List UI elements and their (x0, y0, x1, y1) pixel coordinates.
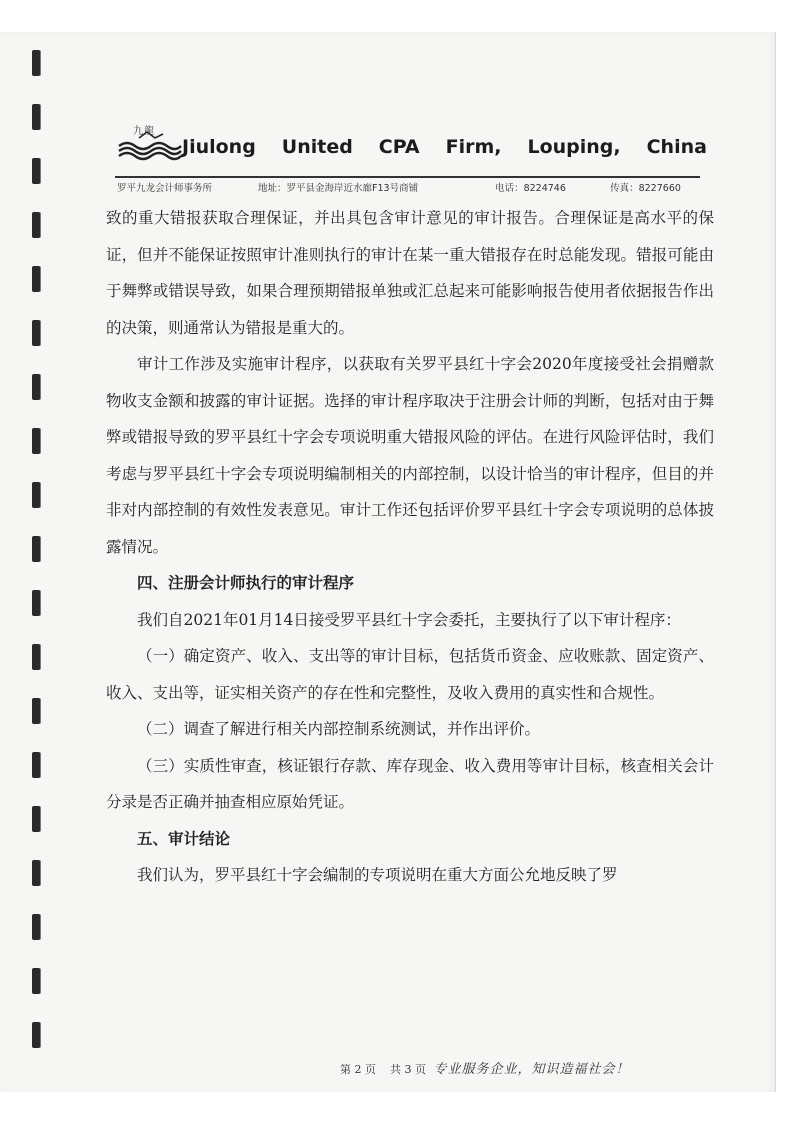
firm-word: Jiulong (182, 136, 256, 158)
binding-hole (32, 968, 40, 994)
logo-text: 九龍 (133, 126, 155, 137)
paragraph: （二）调查了解进行相关内部控制系统测试，并作出评价。 (137, 720, 541, 738)
binding-hole (32, 428, 40, 454)
header-divider (115, 176, 700, 178)
paragraph: （三）实质性审查，核证银行存款、库存现金、收入费用等审计目标，核查相关会计分录是否正确并抽查相应原始凭证。 (106, 756, 714, 811)
binding-hole (32, 50, 40, 76)
document-body (106, 200, 714, 894)
header-contact (117, 180, 717, 194)
binding-hole (32, 752, 40, 778)
section-heading: 五、审计结论 (137, 828, 231, 848)
paragraph: 我们自2021年01月14日接受罗平县红十字会委托，主要执行了以下审计程序： (137, 610, 681, 629)
section-heading: 四、注册会计师执行的审计程序 (137, 573, 355, 592)
firm-name-cn: 罗平九龙会计师事务所 (117, 183, 213, 194)
binding-hole (32, 212, 40, 238)
binding-hole (32, 1022, 40, 1048)
binding-hole (32, 104, 40, 130)
binding-hole (32, 806, 40, 832)
binding-hole (32, 914, 40, 940)
firm-name-en (182, 136, 707, 158)
firm-slogan: 专业服务企业，知识造福社会！ (433, 1062, 630, 1077)
binding-hole (32, 590, 40, 616)
binding-hole (32, 860, 40, 886)
binding-hole (32, 482, 40, 508)
firm-fax: 传真：8227660 (610, 183, 681, 194)
firm-address: 地址：罗平县金海岸近水廊F13号商铺 (258, 183, 419, 194)
page-total: 共 3 页 (390, 1063, 426, 1076)
binding-hole (32, 536, 40, 562)
firm-word: United (281, 136, 353, 158)
firm-word: China (646, 136, 707, 158)
binding-hole (32, 698, 40, 724)
firm-logo (115, 124, 185, 164)
paragraph: （一）确定资产、收入、支出等的审计目标，包括货币资金、应收账款、固定资产、收入、支出等，证实相关资产的存在性和完整性，及收入费用的真实性和合规性。 (106, 647, 714, 702)
firm-phone: 电话：8224746 (495, 183, 566, 194)
binding-holes (30, 32, 44, 1092)
paragraph: 我们认为，罗平县红十字会编制的专项说明在重大方面公允地反映了罗 (137, 866, 618, 884)
binding-hole (32, 266, 40, 292)
document-page (0, 32, 776, 1092)
paragraph: 审计工作涉及实施审计程序，以获取有关罗平县红十字会2020年度接受社会捐赠款物收支金额和披露的审计证据。选择的审计程序取决于注册会计师的判断，包括对由于舞弊或错报导致的罗平县红十字会专项说明重大错报风险的评估。在进行风险评估时，我们考虑与罗平县红十字会专项说明编制相关的内部控制，以设计恰当的审计程序，但目的并非对内部控制的有效性发表意见。审计工作还包括评价罗平县红十字会专项说明的总体披露情况。 (106, 355, 714, 556)
binding-hole (32, 644, 40, 670)
firm-word: Louping, (527, 136, 621, 158)
firm-word: CPA (378, 136, 420, 158)
binding-hole (32, 158, 40, 184)
page-number: 第 2 页 (340, 1063, 376, 1076)
paragraph: 致的重大错报获取合理保证，并出具包含审计意见的审计报告。合理保证是高水平的保证，但并不能保证按照审计准则执行的审计在某一重大错报存在时总能发现。错报可能由于舞弊或错误导致，如果合理预期错报单独或汇总起来可能影响报告使用者依据报告作出的决策，则通常认为错报是重大的。 (106, 209, 714, 337)
firm-word: Firm, (445, 136, 502, 158)
binding-hole (32, 320, 40, 346)
page-footer (340, 1058, 710, 1077)
binding-hole (32, 374, 40, 400)
letterhead (115, 114, 715, 204)
